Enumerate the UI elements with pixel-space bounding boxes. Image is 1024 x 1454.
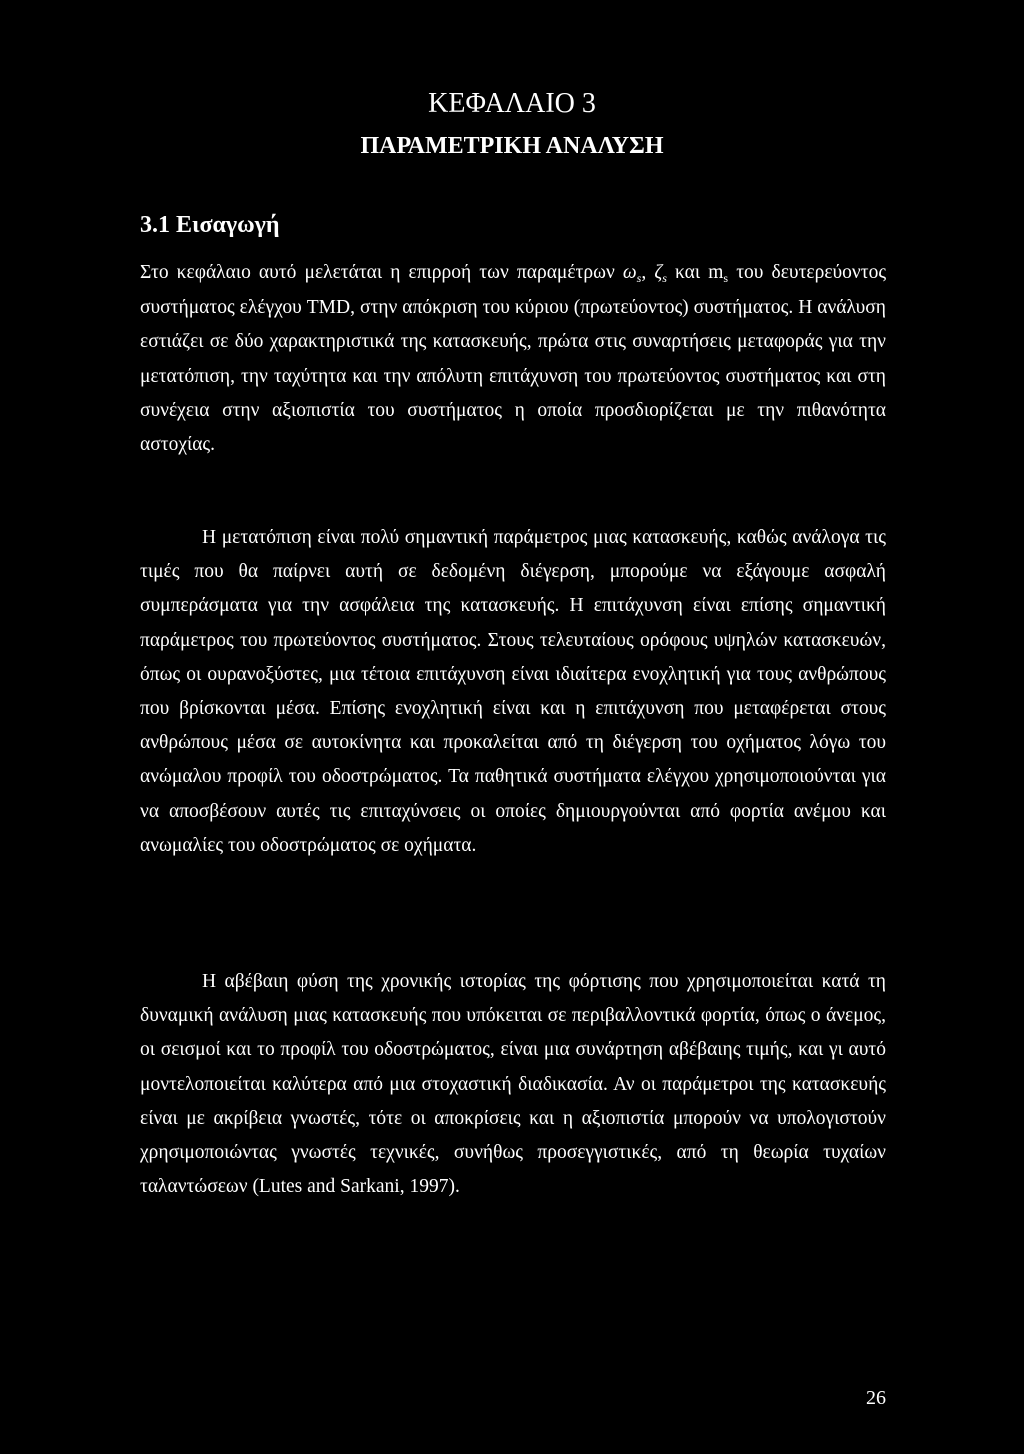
paragraph-intro-start: Στο κεφάλαιο αυτό μελετάται η επιρροή των παραμέτρων: [140, 262, 615, 283]
paragraph-intro: Στο κεφάλαιο αυτό μελετάται η επιρροή των παραμέτρων $\omega_s$, $\zeta_s$ και $m_s$ του δευτερεύοντος συστήματος ελέγχου TMD, στην απόκριση του κύριου (πρωτεύοντος) συστήματος. Η ανάλυση εστιάζει σε δύο χαρακτηριστικά της κατασκευής, πρώτα στις συναρτήσεις μεταφοράς για την μετατόπιση, την ταχύτητα και την απόλυτη επιτάχυνση του πρωτεύοντος συστήματος και στη συνέχεια στην αξιοπιστία του συστήματος η οποία προσδιορίζεται με την πιθανότητα αστοχίας.: [140, 262, 887, 456]
paragraph-intro-rest: του δευτερεύοντος συστήματος ελέγχου TMD, στην απόκριση του κύριου (πρωτεύοντος) συστήματος. Η ανάλυση εστιάζει σε δύο χαρακτηριστικά της κατασκευής, πρώτα στις συναρτήσεις μεταφοράς για την μετατόπιση, την ταχύτητα και την απόλυτη επιτάχυνση του πρωτεύοντος συστήματος και στη συνέχεια στην αξιοπιστία του συστήματος η οποία προσδιορίζεται με την πιθανότητα αστοχίας.: [140, 262, 887, 456]
symbol-m: $m_s$: [708, 262, 729, 285]
paragraph-displacement: Η μετατόπιση είναι πολύ σημαντική παράμετρος μιας κατασκευής, καθώς ανάλογα τις τιμές που θα παίρνει αυτή σε δεδομένη διέγερση, μπορούμε να εξάγουμε ασφαλή συμπεράσματα για την ασφάλεια της κατασκευής. Η επιτάχυνση είναι επίσης σημαντική παράμετρος του πρωτεύοντος συστήματος. Στους τελευταίους ορόφους υψηλών κατασκευών, όπως οι ουρανοξύστες, μια τέτοια επιτάχυνση είναι ιδιαίτερα ενοχλητική για τους ανθρώπους που βρίσκονται μέσα. Επίσης ενοχλητική είναι και η επιτάχυνση που μεταφέρεται στους ανθρώπους μέσα σε αυτοκίνητα και προκαλείται από τη διέγερση του οχήματος λόγω του ανώμαλου προφίλ του οδοστρώματος. Τα παθητικά συστήματα ελέγχου χρησιμοποιούνται για να αποσβέσουν αυτές τις επιταχύνσεις οι οποίες δημιουργούνται από φορτία ανέμου και ανωμαλίες του οδοστρώματος σε οχήματα.: [140, 527, 886, 856]
chapter-title: ΠΑΡΑΜΕΤΡΙΚΗ ΑΝΑΛΥΣΗ: [360, 133, 664, 159]
chapter-label: ΚΕΦΑΛΑΙΟ 3: [428, 88, 596, 119]
section-heading: 3.1 Εισαγωγή: [140, 212, 280, 238]
symbol-omega: $\omega_s$: [622, 262, 642, 285]
page-number: 26: [866, 1387, 886, 1409]
paragraph-stochastic: Η αβέβαιη φύση της χρονικής ιστορίας της φόρτισης που χρησιμοποιείται κατά τη δυναμική ανάλυση μιας κατασκευής που υπόκειται σε περιβαλλοντικά φορτία, όπως ο άνεμος, οι σεισμοί και το προφίλ του οδοστρώματος, είναι μια συνάρτηση αβέβαιης τιμής, και γι αυτό μοντελοποιείται καλύτερα από μια στοχαστική διαδικασία. Αν οι παράμετροι της κατασκευής είναι με ακρίβεια γνωστές, τότε οι αποκρίσεις και η αξιοπιστία μπορούν να υπολογιστούν χρησιμοποιώντας γνωστές τεχνικές, συνήθως προσεγγιστικές, από τη θεωρία τυχαίων ταλαντώσεων (Lutes and Sarkani, 1997).: [140, 971, 886, 1198]
symbol-zeta: $\zeta_s$: [654, 262, 667, 285]
